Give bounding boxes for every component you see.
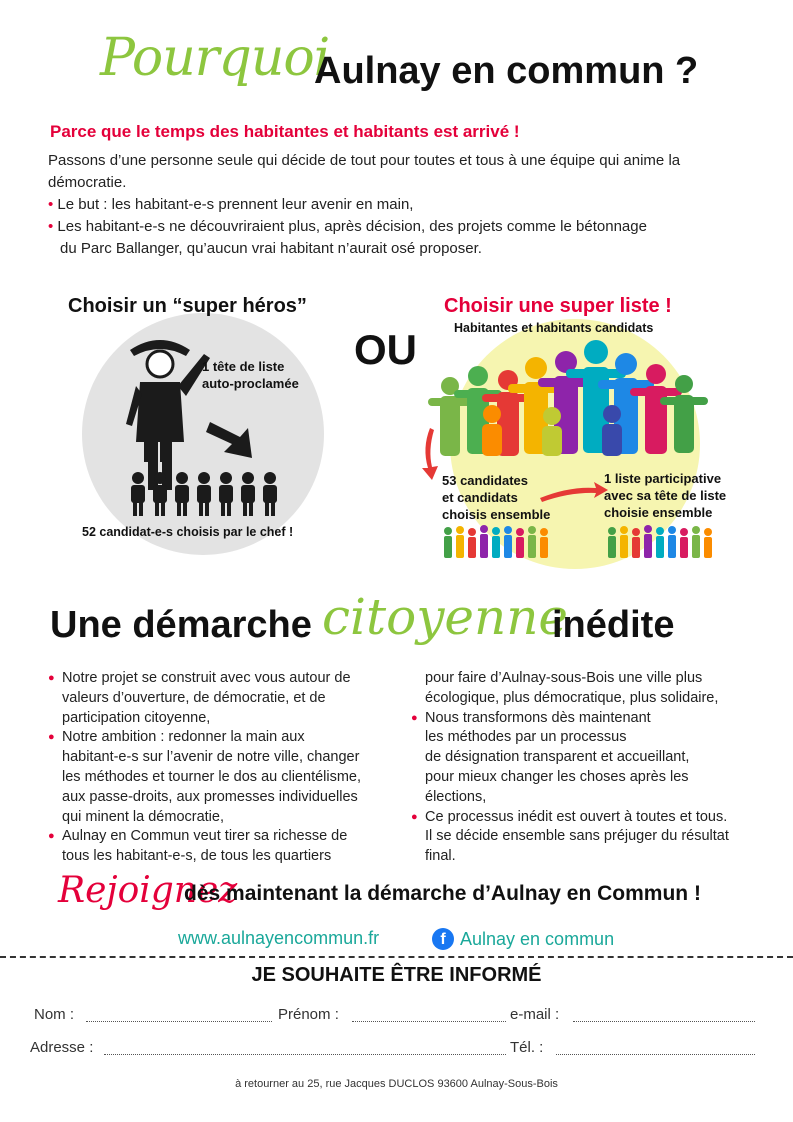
tel-field[interactable] (556, 1053, 755, 1055)
list-item: valeurs d’ouverture, de démocratie, et de (62, 689, 326, 706)
facebook-icon: f (432, 928, 454, 950)
crowd-left-label: 53 candidates et candidats choisis ensemble (442, 473, 551, 522)
section-title-part1: Une démarche (50, 604, 312, 646)
join-script-word: Rejoignez (58, 870, 238, 911)
intro-paragraph: Passons d’une personne seule qui décide de tout pour toutes et tous à une équipe qui anime la démocratie. (48, 152, 681, 191)
list-item: ● Notre ambition : redonner la main aux (50, 728, 400, 748)
list-item: pour faire d’Aulnay-sous-Bois une ville plus (425, 670, 703, 686)
left-panel-title: Choisir un “super héros” (68, 295, 307, 317)
list-item: tous les habitant-e-s, de tous les quartiers (62, 848, 332, 865)
leader-label: 1 tête de liste auto-proclamée (202, 359, 299, 391)
list-item: ● Nous transformons dès maintenant (413, 709, 773, 729)
list-item: habitant-e-s sur l’avenir de notre ville, changer (62, 749, 360, 766)
prenom-field[interactable] (352, 1020, 506, 1022)
return-address: à retourner au 25, rue Jacques DUCLOS 93600 Aulnay-Sous-Bois (235, 1078, 558, 1090)
list-item: aux passe-droits, aux promesses individuelles (62, 788, 358, 805)
cut-line (0, 956, 793, 958)
intro-text (48, 150, 748, 260)
list-item: ● Notre projet se construit avec vous autour de (50, 669, 400, 689)
main-title (100, 28, 760, 108)
list-item: ● Aulnay en Commun veut tirer sa richesse de (50, 827, 400, 847)
right-panel-title: Choisir une super liste ! (444, 295, 672, 317)
list-item: ● Ce processus inédit est ouvert à toutes et tous. (413, 808, 773, 828)
list-item: Il se décide ensemble sans préjuger du résultat (425, 828, 729, 845)
tel-label: Tél. : (510, 1039, 544, 1056)
superhero-illustration (70, 312, 336, 556)
title-bold-text: Aulnay en commun ? (314, 50, 699, 92)
crowd-right-label: 1 liste participative avec sa tête de liste choisie ensemble (604, 471, 727, 520)
list-item: élections, (425, 788, 487, 805)
list-item: participation citoyenne, (62, 709, 211, 726)
facebook-label: Aulnay en commun (460, 928, 615, 949)
list-item: écologique, plus démocratique, plus solidaire, (425, 689, 719, 706)
email-label: e-mail : (510, 1006, 560, 1023)
list-item: pour mieux changer les choses après les (425, 768, 689, 785)
list-item: qui minent la démocratie, (62, 808, 224, 825)
section-title (50, 588, 750, 658)
intro-bullet-1: • Le but : les habitant-e-s prennent leur avenir en main, (48, 196, 414, 213)
list-item: de désignation transparent et accueillant, (425, 749, 690, 766)
form-title: JE SOUHAITE ÊTRE INFORMÉ (251, 964, 542, 986)
section-title-part2: inédite (552, 604, 675, 646)
nom-label: Nom : (34, 1006, 75, 1023)
list-item: final. (425, 848, 456, 865)
ou-label: OU (354, 326, 417, 373)
intro-bullet-2-cont: du Parc Ballanger, qu’aucun vrai habitant n’aurait osé proposer. (60, 240, 482, 257)
nom-field[interactable] (86, 1020, 272, 1022)
crowd-illustration (420, 318, 730, 580)
title-script-word: Pourquoi (100, 28, 330, 88)
right-panel-subtitle: Habitantes et habitants candidats (454, 321, 654, 335)
facebook-link[interactable] (432, 928, 614, 950)
adresse-label: Adresse : (30, 1039, 94, 1056)
list-item: les méthodes et tourner le dos au clientélisme, (62, 768, 362, 785)
list-item: les méthodes par un processus (425, 729, 627, 746)
section-title-script: citoyenne (322, 588, 569, 646)
email-field[interactable] (573, 1020, 755, 1022)
intro-subtitle: Parce que le temps des habitantes et habitants est arrivé ! (50, 122, 520, 141)
adresse-field[interactable] (104, 1053, 506, 1055)
left-panel-caption: 52 candidat-e-s choisis par le chef ! (82, 525, 294, 539)
right-column (413, 669, 773, 867)
join-text: dès maintenant la démarche d’Aulnay en Commun ! (184, 882, 701, 905)
join-banner (58, 870, 758, 920)
intro-bullet-2: • Les habitant-e-s ne découvriraient plus, après décision, des projets comme le bétonnage (48, 218, 647, 235)
website-link[interactable]: www.aulnayencommun.fr (178, 928, 380, 948)
prenom-label: Prénom : (278, 1006, 339, 1023)
left-column (50, 669, 400, 867)
